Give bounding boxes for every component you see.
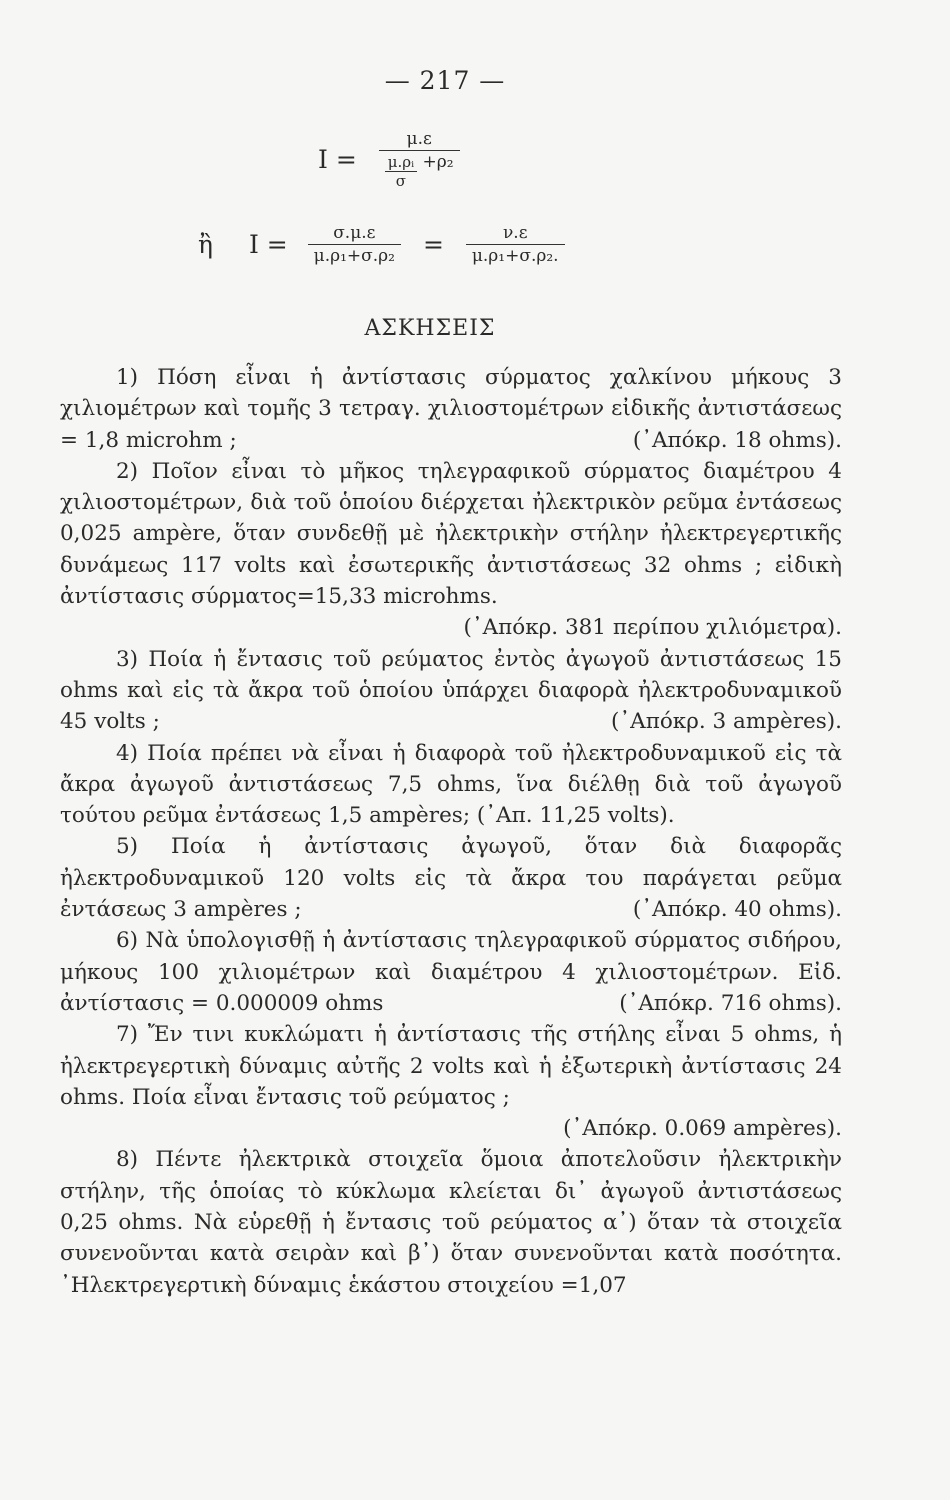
exercise-text: 5) Ποία ἡ ἀντίστασις ἀγωγοῦ, ὅταν διὰ διαφορᾶς ἠλεκτροδυναμικοῦ 120 volts εἰς τὰ ἄκρα του παράγεται ρεῦμα ἐντάσεως 3 ampères ; xyxy=(60,834,842,923)
formula-fraction xyxy=(379,128,460,190)
formula-numerator: μ.ε xyxy=(406,129,432,149)
exercise-item xyxy=(60,925,842,1019)
exercise-text: 4) Ποία πρέπει νὰ εἶναι ἡ διαφορὰ τοῦ ἠλεκτροδυναμικοῦ εἰς τὰ ἄκρα ἀγωγοῦ ἀντιστάσεως 7,5 ohms, ἵνα διέλθῃ διὰ τοῦ ἀγωγοῦ τούτου ρεῦμα ἐντάσεως 1,5 ampères; xyxy=(60,740,842,829)
exercise-text: 1) Πόση εἶναι ἡ ἀντίστασις σύρματος χαλκίνου μήκους 3 χιλιομέτρων καὶ τομῆς 3 τετραγ. χιλιοστομέτρων εἰδικῆς ἀντιστάσεως = 1,8 microhm ; xyxy=(60,365,842,453)
formula-current-2 xyxy=(198,222,565,267)
exercise-item xyxy=(60,644,842,738)
formula-lhs: I = xyxy=(318,144,357,174)
exercise-text: 6) Νὰ ὑπολογισθῇ ἡ ἀντίστασις τηλεγραφικοῦ σύρματος σιδήρου, μήκους 100 χιλιομέτρων καὶ διαμέτρου 4 χιλιοστομέτρων. Εἰδ. ἀντίστασις = 0.000009 ohms xyxy=(60,928,842,1016)
exercise-answer: (᾿Απόκρ. 18 ohms). xyxy=(632,427,842,453)
page-number: — 217 — xyxy=(384,66,506,95)
inner-denominator: σ xyxy=(395,172,407,190)
exercise-answer: (᾿Απόκρ. 0.069 ampères). xyxy=(563,1116,842,1142)
numerator-b: ν.ε xyxy=(502,223,528,243)
exercise-answer: (᾿Απόκρ. 3 ampères). xyxy=(611,709,842,735)
exercise-answer: (᾿Απόκρ. 40 ohms). xyxy=(632,897,842,923)
plus-term: +ρ₂ xyxy=(422,152,454,172)
exercise-item xyxy=(60,362,842,456)
exercises-heading: ΑΣΚΗΣΕΙΣ xyxy=(364,316,496,341)
numerator-a: σ.μ.ε xyxy=(333,223,376,243)
exercise-item xyxy=(60,831,842,925)
denominator-b: μ.ρ₁+σ.ρ₂. xyxy=(471,246,559,266)
formula-fraction-a xyxy=(308,222,401,267)
exercise-item xyxy=(60,456,842,644)
exercises-list xyxy=(60,362,842,1301)
exercise-item xyxy=(60,1019,842,1144)
exercise-text: 2) Ποῖον εἶναι τὸ μῆκος τηλεγραφικοῦ σύρματος διαμέτρου 4 χιλιοστομέτρων, διὰ τοῦ ὁποίου διέρχεται ἠλεκτρικὸν ρεῦμα ἐντάσεως 0,025 ampère, ὅταν συνδεθῇ μὲ ἠλεκτρικὴν στήλην ἠλεκτρεγερτικῆς δυνάμεως 117 volts καὶ ἐσωτερικῆς ἀντιστάσεως 32 ohms ; εἰδικὴ ἀντίστασις σύρματος=15,33 microhms. xyxy=(60,458,842,610)
inner-numerator: μ.ρᵢ xyxy=(387,153,415,171)
formula-current-1 xyxy=(318,128,460,190)
exercise-answer: (᾿Απόκρ. 381 περίπου χιλιόμετρα). xyxy=(463,615,842,641)
exercise-answer: (᾿Απόκρ. 716 ohms). xyxy=(619,990,842,1016)
exercise-item xyxy=(60,1144,842,1300)
exercise-text: 7) Ἔν τινι κυκλώματι ἡ ἀντίστασις τῆς στήλης εἶναι 5 ohms, ἡ ἠλεκτρεγερτικὴ δύναμις αὐτῆς 2 volts καὶ ἡ ἐξωτερικὴ ἀντίστασις 24 ohms. Ποία εἶναι ἔντασις τοῦ ρεύματος ; xyxy=(60,1022,842,1110)
formula-denominator xyxy=(379,151,460,190)
exercise-text: 8) Πέντε ἠλεκτρικὰ στοιχεῖα ὅμοια ἀποτελοῦσιν ἠλεκτρικὴν στήλην, τῆς ὁποίας τὸ κύκλωμα κλείεται δι᾿ ἀγωγοῦ ἀντιστάσεως 0,25 ohms. Νὰ εὑρεθῇ ἡ ἔντασις τοῦ ρεύματος α᾿) ὅταν τὰ στοιχεῖα συνενοῦνται κατὰ σειρὰν καὶ β᾿) ὅταν συνενοῦνται κατὰ ποσότητα. ᾿Ηλεκτρεγερτικὴ δύναμις ἑκάστου στοιχείου =1,07 xyxy=(60,1147,842,1298)
equals-sign: = xyxy=(422,230,444,259)
inner-fraction xyxy=(385,153,417,190)
formula-lhs: I = xyxy=(248,230,288,259)
exercise-item xyxy=(60,738,842,832)
formula-or: ἢ xyxy=(198,230,213,259)
exercise-text: 3) Ποία ἡ ἔντασις τοῦ ρεύματος ἐντὸς ἀγωγοῦ ἀντιστάσεως 15 ohms καὶ εἰς τὰ ἄκρα τοῦ ὁποίου ὑπάρχει διαφορὰ ἠλεκτροδυναμικοῦ 45 volts ; xyxy=(60,646,842,735)
exercise-answer: (᾿Απ. 11,25 volts). xyxy=(476,803,675,829)
denominator-a: μ.ρ₁+σ.ρ₂ xyxy=(313,246,395,266)
formula-fraction-b xyxy=(466,222,565,267)
